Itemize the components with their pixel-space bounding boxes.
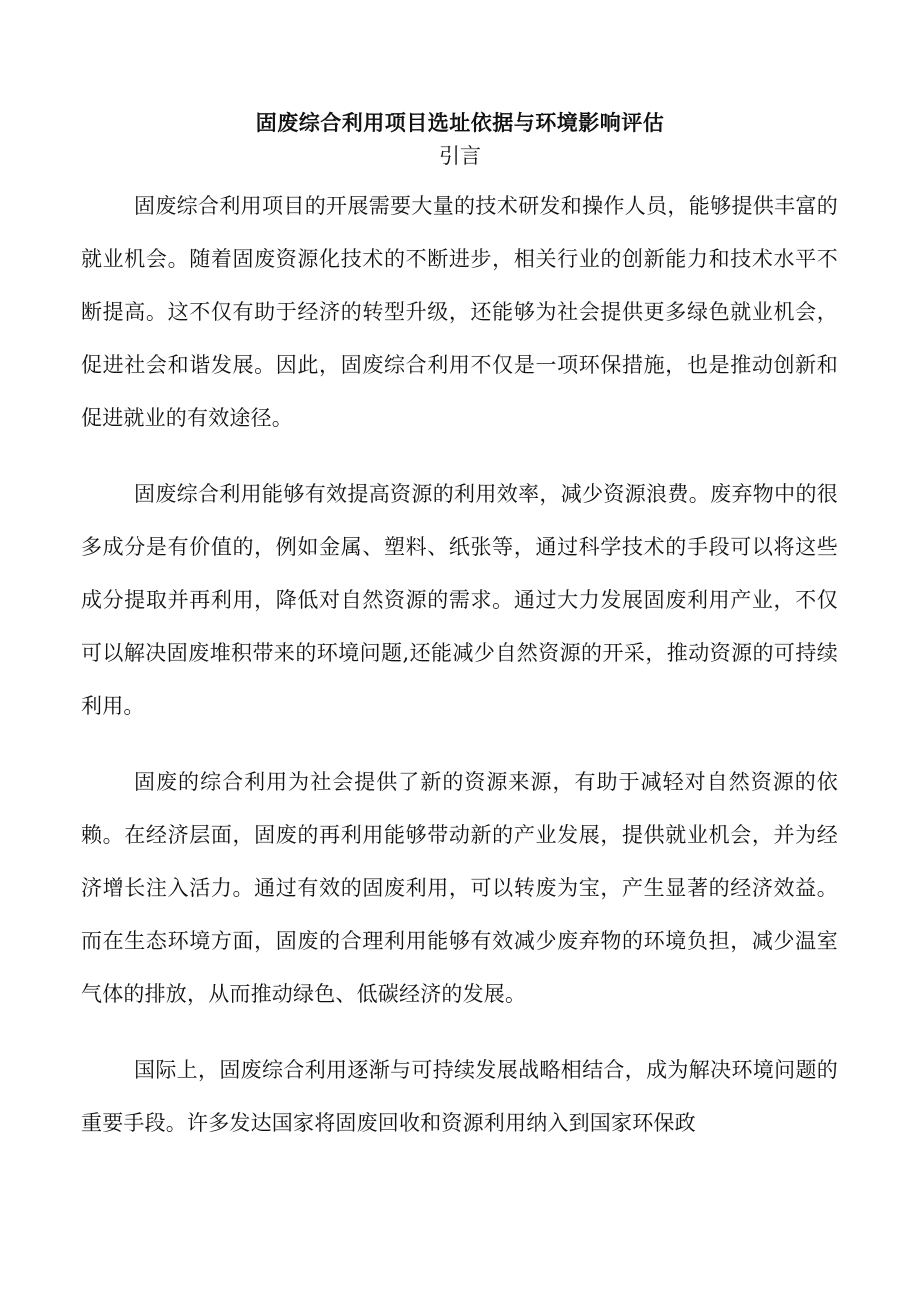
paragraph-1: 固废综合利用项目的开展需要大量的技术研发和操作人员，能够提供丰富的就业机会。随着固废资源化技术的不断进步，相关行业的创新能力和技术水平不断提高。这不仅有助于经济的转型升级，还能够为社会提供更多绿色就业机会，促进社会和谐发展。因此，固废综合利用不仅是一项环保措施，也是推动创新和促进就业的有效途径。 [81,194,838,430]
section-heading: 引言 [439,144,481,168]
paragraph-3: 固废的综合利用为社会提供了新的资源来源，有助于减轻对自然资源的依赖。在经济层面，固废的再利用能够带动新的产业发展，提供就业机会，并为经济增长注入活力。通过有效的固废利用，可以转废为宝，产生显著的经济效益。而在生态环境方面，固废的合理利用能够有效减少废弃物的环境负担，减少温室气体的排放，从而推动绿色、低碳经济的发展。 [81,770,838,1006]
document-title: 固废综合利用项目选址依据与环境影响评估 [255,110,665,135]
paragraph-4: 国际上，固废综合利用逐渐与可持续发展战略相结合，成为解决环境问题的重要手段。许多发达国家将固废回收和资源利用纳入到国家环保政 [81,1058,838,1135]
paragraph-2: 固废综合利用能够有效提高资源的利用效率，减少资源浪费。废弃物中的很多成分是有价值的，例如金属、塑料、纸张等，通过科学技术的手段可以将这些成分提取并再利用，降低对自然资源的需求。通过大力发展固废利用产业，不仅可以解决固废堆积带来的环境问题,还能减少自然资源的开采，推动资源的可持续利用。 [81,482,838,718]
document-body [81,180,838,1173]
